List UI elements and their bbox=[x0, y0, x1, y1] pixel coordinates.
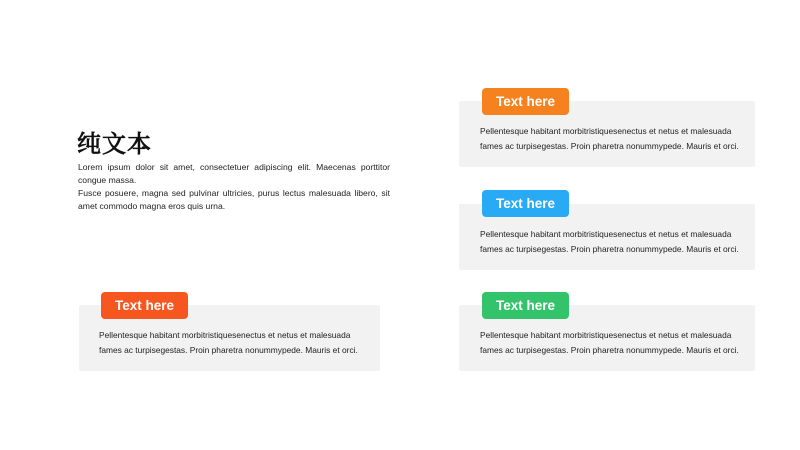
card-body-text: Pellentesque habitant morbitristiquesenectus et netus et malesuada fames ac turpisegestas. Proin pharetra nonummypede. Mauris et orci. bbox=[99, 330, 358, 355]
intro-text bbox=[78, 161, 390, 213]
badge-blue: Text here bbox=[482, 190, 569, 217]
card-body-text: Pellentesque habitant morbitristiquesenectus et netus et malesuada fames ac turpisegestas. Proin pharetra nonummypede. Mauris et orci. bbox=[480, 330, 739, 355]
intro-line-2: Fusce posuere, magna sed pulvinar ultricies, purus lectus malesuada libero, sit amet commodo magna eros quis urna. bbox=[78, 188, 390, 211]
page-title: 纯文本 bbox=[77, 130, 152, 158]
badge-orange: Text here bbox=[482, 88, 569, 115]
card-body-text: Pellentesque habitant morbitristiquesenectus et netus et malesuada fames ac turpisegestas. Proin pharetra nonummypede. Mauris et orci. bbox=[480, 126, 739, 151]
card-body-text: Pellentesque habitant morbitristiquesenectus et netus et malesuada fames ac turpisegestas. Proin pharetra nonummypede. Mauris et orci. bbox=[480, 229, 739, 254]
intro-line-1: Lorem ipsum dolor sit amet, consectetuer adipiscing elit. Maecenas porttitor congue massa. bbox=[78, 162, 390, 185]
badge-green: Text here bbox=[482, 292, 569, 319]
badge-red: Text here bbox=[101, 292, 188, 319]
